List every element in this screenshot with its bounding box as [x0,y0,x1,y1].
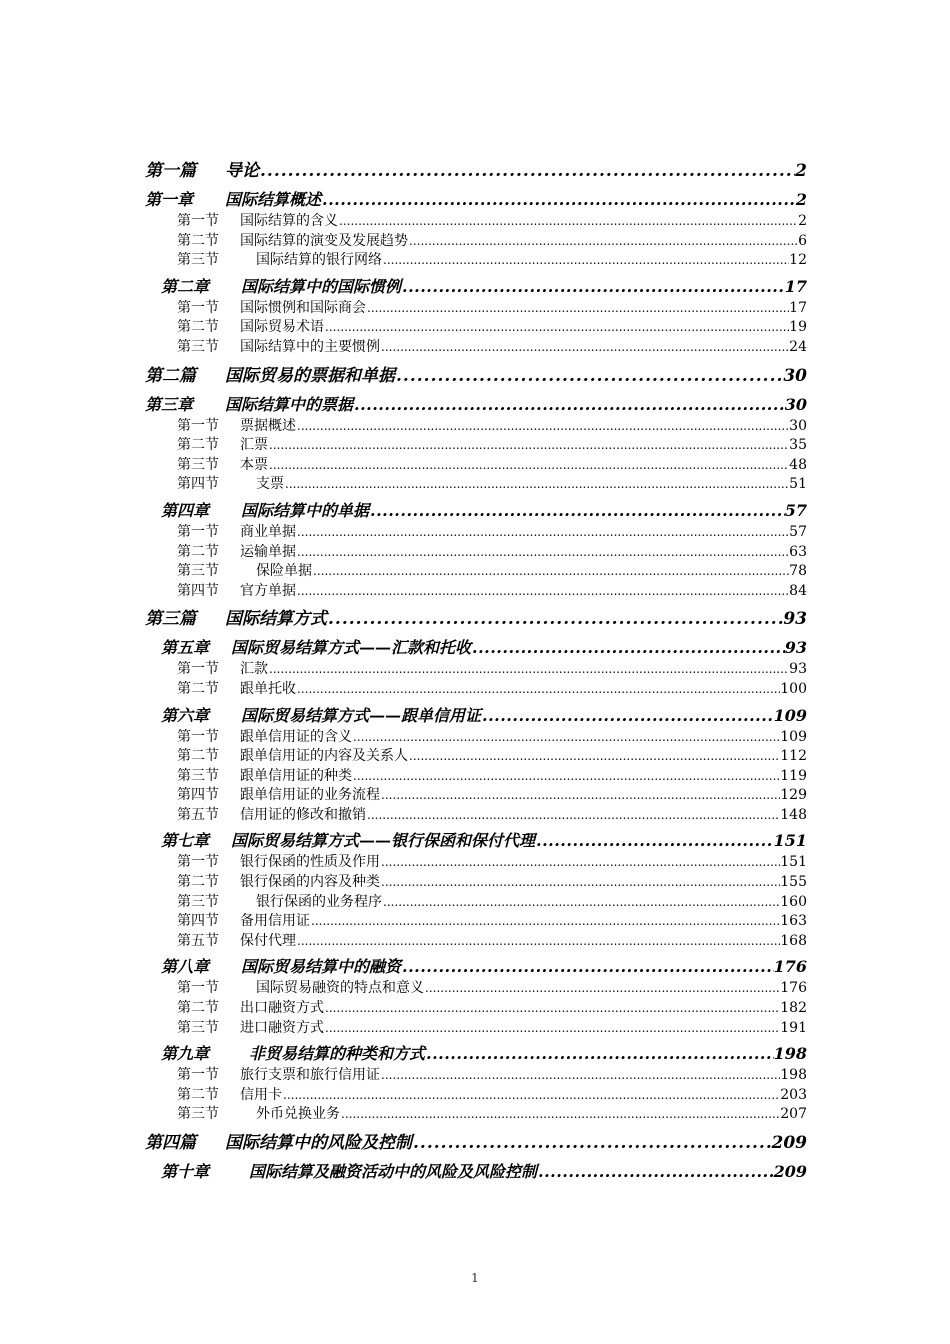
toc-chapter-title: 国际贸易结算方式——汇款和托收 [231,638,472,658]
toc-section-entry[interactable] [145,1019,807,1039]
toc-leader-dots [381,853,780,873]
toc-section-title: 跟单信用证的内容及关系人 [240,748,408,765]
toc-section-label: 第三节 [177,338,219,355]
toc-leader-dots [381,786,780,806]
toc-section-entry[interactable] [145,1105,807,1125]
toc-leader-dots [381,873,780,893]
toc-leader-dots [260,158,795,184]
toc-page-number: 93 [783,609,807,630]
toc-leader-dots [383,893,780,913]
toc-section-entry[interactable] [145,767,807,787]
toc-chapter-label: 第一章 [145,190,194,209]
toc-chapter-title: 国际贸易结算方式——银行保函和保付代理 [231,831,536,851]
toc-part-label: 第四篇 [145,1133,196,1153]
toc-leader-dots [328,606,783,632]
toc-section-entry[interactable] [145,893,807,913]
toc-page-number: 17 [789,299,807,316]
toc-chapter-label: 第七章 [161,831,210,851]
toc-section-label: 第三节 [177,767,219,784]
toc-section-title: 国际贸易融资的特点和意义 [256,980,424,997]
toc-section-entry[interactable] [145,232,807,252]
toc-chapter-title: 非贸易结算的种类和方式 [249,1044,426,1064]
toc-section-label: 第二节 [177,748,219,765]
toc-section-label: 第二节 [177,319,219,336]
toc-section-label: 第三节 [177,252,219,269]
toc-leader-dots [285,475,789,495]
toc-section-label: 第一节 [177,299,219,316]
toc-leader-dots [297,680,780,700]
toc-section-label: 第二节 [177,1086,219,1103]
toc-section-label: 第二节 [177,1000,219,1017]
toc-page-number: 84 [789,582,807,599]
toc-section-entry[interactable] [145,338,807,358]
toc-section-entry[interactable] [145,582,807,602]
toc-chapter-entry[interactable] [145,704,807,728]
toc-leader-dots [339,212,798,232]
toc-section-entry[interactable] [145,786,807,806]
toc-section-entry[interactable] [145,873,807,893]
toc-section-title: 跟单信用证的含义 [240,728,352,745]
toc-page-number: 109 [780,728,807,745]
toc-section-label: 第一节 [177,854,219,871]
toc-section-label: 第三节 [177,893,219,910]
toc-part-entry[interactable] [145,606,807,632]
toc-section-entry[interactable] [145,979,807,999]
toc-page-number: 151 [780,854,807,871]
toc-section-entry[interactable] [145,728,807,748]
toc-page-number: 63 [789,543,807,560]
toc-leader-dots [426,1042,774,1066]
toc-leader-dots [353,767,780,787]
toc-chapter-entry[interactable] [145,636,807,660]
toc-section-entry[interactable] [145,999,807,1019]
table-of-contents [145,153,807,1184]
toc-page-number: 57 [784,500,807,520]
toc-leader-dots [313,562,789,582]
toc-part-entry[interactable] [145,158,807,184]
toc-section-title: 信用卡 [240,1086,282,1103]
toc-section-label: 第三节 [177,1019,219,1036]
toc-section-label: 第二节 [177,437,219,454]
toc-leader-dots [341,1105,780,1125]
toc-leader-dots [538,1160,774,1184]
toc-section-title: 保付代理 [240,932,296,949]
toc-section-label: 第一节 [177,980,219,997]
toc-part-entry[interactable] [145,1130,807,1156]
toc-page-number: 151 [773,831,807,851]
toc-section-entry[interactable] [145,680,807,700]
toc-chapter-title: 国际结算中的国际惯例 [241,276,402,296]
toc-section-label: 第一节 [177,728,219,745]
toc-page-number: 129 [780,787,807,804]
toc-chapter-label: 第二章 [161,276,210,296]
toc-chapter-label: 第三章 [145,394,194,414]
toc-section-label: 第四节 [177,476,219,493]
toc-leader-dots [297,523,789,543]
toc-chapter-title: 国际结算中的票据 [225,394,354,414]
toc-page-number: 30 [783,365,807,386]
toc-leader-dots [269,436,789,456]
toc-chapter-label: 第五章 [161,638,210,658]
toc-section-label: 第五节 [177,932,219,949]
toc-page-number: 35 [789,437,807,454]
toc-page-number: 48 [789,456,807,473]
toc-leader-dots [409,747,780,767]
toc-section-entry[interactable] [145,660,807,680]
toc-section-title: 银行保函的内容及种类 [240,874,380,891]
toc-section-title: 国际结算的含义 [240,213,338,229]
toc-section-label: 第一节 [177,417,219,434]
toc-section-entry[interactable] [145,806,807,826]
toc-section-title: 本票 [240,456,268,473]
toc-section-title: 支票 [256,476,284,493]
toc-chapter-label: 第九章 [161,1044,210,1064]
toc-page-number: 100 [780,680,807,697]
toc-section-entry[interactable] [145,456,807,476]
toc-leader-dots [367,299,789,319]
toc-leader-dots [370,499,785,523]
toc-page-number: 93 [789,661,807,678]
toc-section-label: 第四节 [177,913,219,930]
toc-section-entry[interactable] [145,562,807,582]
toc-leader-dots [413,1130,772,1156]
toc-part-label: 第三篇 [145,609,196,630]
toc-section-entry[interactable] [145,436,807,456]
toc-leader-dots [283,1086,780,1106]
toc-page-number: 198 [780,1067,807,1084]
toc-section-title: 进口融资方式 [240,1019,324,1036]
toc-page-number: 209 [771,1133,807,1153]
toc-section-label: 第一节 [177,1067,219,1084]
toc-section-entry[interactable] [145,475,807,495]
toc-page-number: 93 [784,638,807,658]
toc-page-number: 112 [780,748,807,765]
toc-leader-dots [269,660,789,680]
toc-page-number: 168 [780,932,807,949]
page-number: 1 [471,1271,479,1285]
toc-section-title: 出口融资方式 [240,1000,324,1017]
toc-section-entry[interactable] [145,251,807,271]
toc-section-title: 国际结算的银行网络 [256,252,382,269]
toc-section-title: 商业单据 [240,523,296,540]
toc-section-title: 银行保函的业务程序 [256,893,382,910]
toc-section-label: 第二节 [177,543,219,560]
toc-chapter-entry[interactable] [145,1042,807,1066]
toc-part-entry[interactable] [145,363,807,389]
toc-section-entry[interactable] [145,212,807,232]
toc-section-label: 第二节 [177,232,219,249]
toc-chapter-title: 国际结算中的单据 [241,500,370,520]
toc-section-entry[interactable] [145,932,807,952]
toc-section-label: 第四节 [177,787,219,804]
toc-chapter-label: 第六章 [161,705,210,725]
toc-section-title: 票据概述 [240,417,296,434]
toc-page-number: 57 [789,523,807,540]
toc-section-label: 第四节 [177,582,219,599]
toc-chapter-entry[interactable] [145,829,807,853]
toc-page-number: 119 [780,767,807,784]
toc-leader-dots [409,232,798,252]
toc-page-number: 51 [789,476,807,493]
toc-leader-dots [381,1066,780,1086]
toc-section-title: 汇票 [240,437,268,454]
toc-section-title: 信用证的修改和撤销 [240,806,366,823]
toc-section-entry[interactable] [145,747,807,767]
toc-leader-dots [367,806,780,826]
toc-section-title: 汇款 [240,661,268,678]
toc-page-number: 198 [773,1044,807,1064]
toc-chapter-entry[interactable] [145,955,807,979]
toc-chapter-title: 国际结算及融资活动中的风险及风险控制 [249,1162,538,1181]
toc-leader-dots [381,338,789,358]
toc-part-title: 国际贸易的票据和单据 [225,365,395,386]
toc-section-title: 旅行支票和旅行信用证 [240,1067,380,1084]
toc-section-title: 跟单信用证的种类 [240,767,352,784]
toc-page-number: 176 [773,957,807,977]
toc-leader-dots [297,543,789,563]
toc-chapter-label: 第八章 [161,957,210,977]
toc-leader-dots [472,636,785,660]
toc-chapter-entry[interactable] [145,393,807,417]
toc-section-entry[interactable] [145,1086,807,1106]
toc-section-title: 银行保函的性质及作用 [240,854,380,871]
toc-page-number: 155 [780,874,807,891]
toc-leader-dots [322,188,796,212]
toc-leader-dots [325,318,789,338]
toc-page-number: 30 [789,417,807,434]
toc-section-label: 第一节 [177,661,219,678]
toc-leader-dots [354,393,785,417]
toc-chapter-entry[interactable] [145,499,807,523]
toc-page-number: 19 [789,319,807,336]
toc-section-label: 第五节 [177,806,219,823]
toc-section-title: 保险单据 [256,563,312,580]
toc-section-title: 运输单据 [240,543,296,560]
toc-page-number: 176 [780,980,807,997]
toc-part-title: 国际结算方式 [225,609,327,630]
toc-section-label: 第三节 [177,456,219,473]
toc-part-label: 第一篇 [145,161,196,181]
toc-leader-dots [536,829,774,853]
toc-leader-dots [297,582,789,602]
toc-leader-dots [396,363,783,389]
toc-section-entry[interactable] [145,543,807,563]
toc-chapter-label: 第十章 [161,1162,210,1181]
toc-page-number: 191 [780,1019,807,1036]
toc-leader-dots [402,275,785,299]
toc-section-title: 跟单信用证的业务流程 [240,787,380,804]
toc-part-label: 第二篇 [145,365,196,386]
toc-page-number: 209 [773,1162,807,1181]
toc-leader-dots [297,932,780,952]
toc-leader-dots [482,704,774,728]
toc-page-number: 2 [798,213,807,229]
toc-chapter-entry[interactable] [145,275,807,299]
toc-section-title: 国际贸易术语 [240,319,324,336]
toc-section-entry[interactable] [145,1066,807,1086]
toc-section-title: 国际结算中的主要惯例 [240,338,380,355]
toc-section-entry[interactable] [145,299,807,319]
toc-section-entry[interactable] [145,523,807,543]
toc-page-number: 6 [798,232,807,249]
toc-part-title: 国际结算中的风险及控制 [225,1133,412,1153]
toc-section-label: 第二节 [177,874,219,891]
toc-chapter-title: 国际贸易结算方式——跟单信用证 [241,705,482,725]
toc-section-entry[interactable] [145,853,807,873]
toc-chapter-label: 第四章 [161,500,210,520]
toc-section-label: 第三节 [177,563,219,580]
toc-part-title: 导论 [225,161,259,181]
toc-leader-dots [353,728,780,748]
toc-page-number: 78 [789,563,807,580]
toc-leader-dots [325,999,780,1019]
toc-leader-dots [425,979,780,999]
toc-section-title: 国际结算的演变及发展趋势 [240,232,408,249]
toc-section-label: 第二节 [177,680,219,697]
toc-page-number: 109 [773,705,807,725]
toc-leader-dots [269,456,789,476]
toc-page-number: 203 [780,1086,807,1103]
toc-leader-dots [383,251,789,271]
toc-section-entry[interactable] [145,912,807,932]
toc-leader-dots [311,912,780,932]
toc-leader-dots [297,417,789,437]
toc-section-label: 第一节 [177,213,219,229]
toc-leader-dots [325,1019,780,1039]
toc-chapter-entry[interactable] [145,1160,807,1184]
toc-page-number: 2 [795,161,807,181]
toc-section-title: 备用信用证 [240,913,310,930]
toc-page-number: 163 [780,913,807,930]
toc-section-label: 第三节 [177,1106,219,1123]
toc-page-number: 148 [780,806,807,823]
toc-page-number: 182 [780,1000,807,1017]
toc-page-number: 24 [789,338,807,355]
toc-page-number: 207 [780,1106,807,1123]
toc-section-title: 官方单据 [240,582,296,599]
toc-chapter-title: 国际结算概述 [225,190,322,209]
toc-section-label: 第一节 [177,523,219,540]
toc-section-entry[interactable] [145,417,807,437]
toc-section-entry[interactable] [145,318,807,338]
toc-page-number: 12 [789,252,807,269]
toc-page-number: 17 [784,276,807,296]
toc-page-number: 30 [784,394,807,414]
toc-section-title: 外币兑换业务 [256,1106,340,1123]
toc-chapter-entry[interactable] [145,188,807,212]
toc-chapter-title: 国际贸易结算中的融资 [241,957,402,977]
toc-page-number: 2 [795,190,807,209]
toc-section-title: 跟单托收 [240,680,296,697]
toc-page-number: 160 [780,893,807,910]
toc-leader-dots [402,955,774,979]
toc-section-title: 国际惯例和国际商会 [240,299,366,316]
